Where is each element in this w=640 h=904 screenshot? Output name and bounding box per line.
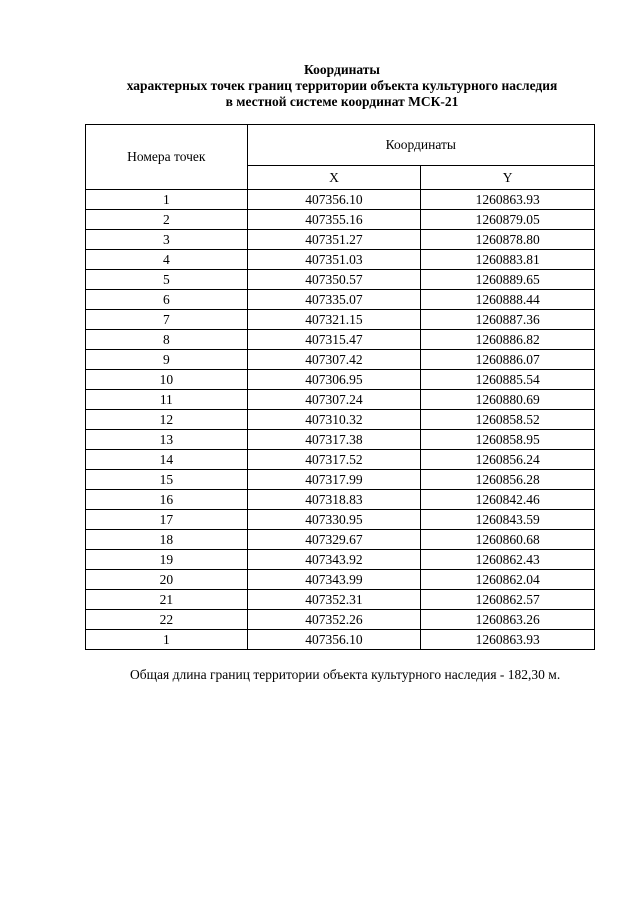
- y-coordinate-cell: 1260888.44: [421, 290, 595, 310]
- table-row: [86, 410, 595, 430]
- x-coordinate-cell: 407350.57: [247, 270, 421, 290]
- point-number-cell: 20: [86, 570, 248, 590]
- header-coordinates: Координаты: [247, 125, 594, 166]
- x-coordinate-cell: 407343.99: [247, 570, 421, 590]
- table-row: [86, 450, 595, 470]
- table-row: [86, 570, 595, 590]
- y-coordinate-cell: 1260879.05: [421, 210, 595, 230]
- y-coordinate-cell: 1260842.46: [421, 490, 595, 510]
- y-coordinate-cell: 1260885.54: [421, 370, 595, 390]
- y-coordinate-cell: 1260862.04: [421, 570, 595, 590]
- x-coordinate-cell: 407315.47: [247, 330, 421, 350]
- point-number-cell: 6: [86, 290, 248, 310]
- point-number-cell: 21: [86, 590, 248, 610]
- point-number-cell: 17: [86, 510, 248, 530]
- table-row: [86, 230, 595, 250]
- x-coordinate-cell: 407317.99: [247, 470, 421, 490]
- y-coordinate-cell: 1260863.93: [421, 190, 595, 210]
- y-coordinate-cell: 1260889.65: [421, 270, 595, 290]
- total-length-note: Общая длина границ территории объекта культурного наследия - 182,30 м.: [130, 667, 561, 682]
- y-coordinate-cell: 1260863.93: [421, 630, 595, 650]
- point-number-cell: 18: [86, 530, 248, 550]
- table-row: [86, 290, 595, 310]
- y-coordinate-cell: 1260860.68: [421, 530, 595, 550]
- table-row: [86, 490, 595, 510]
- x-coordinate-cell: 407321.15: [247, 310, 421, 330]
- header-point-numbers: Номера точек: [86, 125, 248, 190]
- point-number-cell: 1: [86, 190, 248, 210]
- x-coordinate-cell: 407352.26: [247, 610, 421, 630]
- table-row: [86, 310, 595, 330]
- y-coordinate-cell: 1260863.26: [421, 610, 595, 630]
- y-coordinate-cell: 1260886.82: [421, 330, 595, 350]
- point-number-cell: 15: [86, 470, 248, 490]
- table-row: [86, 470, 595, 490]
- point-number-cell: 22: [86, 610, 248, 630]
- point-number-cell: 12: [86, 410, 248, 430]
- table-row: [86, 370, 595, 390]
- header-x: X: [247, 165, 421, 189]
- y-coordinate-cell: 1260862.43: [421, 550, 595, 570]
- point-number-cell: 4: [86, 250, 248, 270]
- document-title: [0, 62, 640, 110]
- x-coordinate-cell: 407352.31: [247, 590, 421, 610]
- x-coordinate-cell: 407351.27: [247, 230, 421, 250]
- table-row: [86, 330, 595, 350]
- x-coordinate-cell: 407356.10: [247, 630, 421, 650]
- x-coordinate-cell: 407335.07: [247, 290, 421, 310]
- y-coordinate-cell: 1260880.69: [421, 390, 595, 410]
- x-coordinate-cell: 407307.24: [247, 390, 421, 410]
- x-coordinate-cell: 407356.10: [247, 190, 421, 210]
- y-coordinate-cell: 1260858.52: [421, 410, 595, 430]
- y-coordinate-cell: 1260887.36: [421, 310, 595, 330]
- title-line-3: в местной системе координат МСК-21: [225, 94, 459, 109]
- y-coordinate-cell: 1260858.95: [421, 430, 595, 450]
- title-line-1: Координаты: [304, 62, 380, 77]
- point-number-cell: 10: [86, 370, 248, 390]
- table-row: [86, 510, 595, 530]
- y-coordinate-cell: 1260843.59: [421, 510, 595, 530]
- table-row: [86, 270, 595, 290]
- x-coordinate-cell: 407318.83: [247, 490, 421, 510]
- table-row: [86, 550, 595, 570]
- table-body: [86, 190, 595, 650]
- title-line-2: характерных точек границ территории объекта культурного наследия: [126, 78, 558, 93]
- table-row: [86, 590, 595, 610]
- x-coordinate-cell: 407306.95: [247, 370, 421, 390]
- point-number-cell: 2: [86, 210, 248, 230]
- point-number-cell: 1: [86, 630, 248, 650]
- point-number-cell: 3: [86, 230, 248, 250]
- x-coordinate-cell: 407307.42: [247, 350, 421, 370]
- point-number-cell: 11: [86, 390, 248, 410]
- table-row: [86, 530, 595, 550]
- table-header-row: [86, 125, 595, 166]
- y-coordinate-cell: 1260856.24: [421, 450, 595, 470]
- point-number-cell: 8: [86, 330, 248, 350]
- y-coordinate-cell: 1260856.28: [421, 470, 595, 490]
- table-row: [86, 190, 595, 210]
- x-coordinate-cell: 407317.38: [247, 430, 421, 450]
- y-coordinate-cell: 1260883.81: [421, 250, 595, 270]
- y-coordinate-cell: 1260862.57: [421, 590, 595, 610]
- table-row: [86, 210, 595, 230]
- x-coordinate-cell: 407343.92: [247, 550, 421, 570]
- x-coordinate-cell: 407330.95: [247, 510, 421, 530]
- x-coordinate-cell: 407355.16: [247, 210, 421, 230]
- x-coordinate-cell: 407351.03: [247, 250, 421, 270]
- header-y: Y: [421, 165, 595, 189]
- point-number-cell: 14: [86, 450, 248, 470]
- table-row: [86, 350, 595, 370]
- point-number-cell: 9: [86, 350, 248, 370]
- point-number-cell: 13: [86, 430, 248, 450]
- y-coordinate-cell: 1260886.07: [421, 350, 595, 370]
- point-number-cell: 19: [86, 550, 248, 570]
- table-row: [86, 250, 595, 270]
- table-row: [86, 610, 595, 630]
- y-coordinate-cell: 1260878.80: [421, 230, 595, 250]
- x-coordinate-cell: 407329.67: [247, 530, 421, 550]
- table-row: [86, 430, 595, 450]
- coordinates-table: [85, 124, 595, 650]
- point-number-cell: 7: [86, 310, 248, 330]
- x-coordinate-cell: 407317.52: [247, 450, 421, 470]
- point-number-cell: 16: [86, 490, 248, 510]
- point-number-cell: 5: [86, 270, 248, 290]
- x-coordinate-cell: 407310.32: [247, 410, 421, 430]
- table-row: [86, 630, 595, 650]
- table-row: [86, 390, 595, 410]
